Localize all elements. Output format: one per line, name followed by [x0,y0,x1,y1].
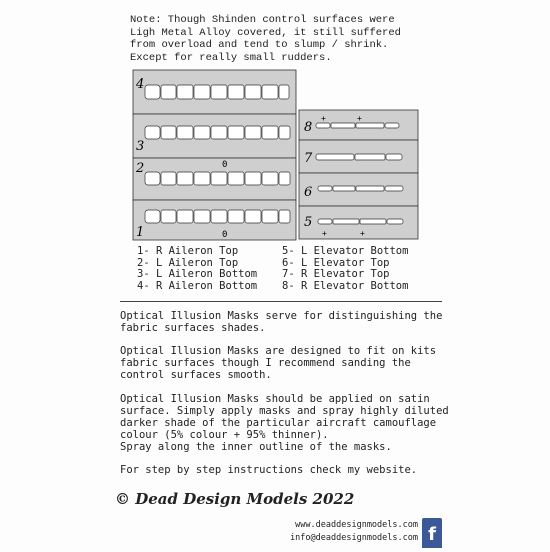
legend-elevators [282,246,408,292]
panel-number: 8 [304,120,313,135]
email-link[interactable]: info@deaddesignmodels.com [290,533,418,543]
legend-item: 7- R Elevator Top [282,268,390,280]
legend-item: 2- L Aileron Top [137,256,239,269]
panel-mark: + [357,114,362,123]
paragraph-application: Optical Illusion Masks should be applied on satin surface. Simply apply masks and spray highly diluted darker shade of the particular aircraft camouflage colour (5% colour + 95% thinner). [120,393,449,441]
website-link[interactable]: www.deaddesignmodels.com [295,520,418,530]
legend-item: 5- L Elevator Bottom [282,245,409,257]
paragraph-spray: Spray along the inner outline of the masks. [120,441,392,453]
copyright-credit: © Dead Design Models 2022 [115,490,355,508]
divider [120,301,442,302]
panel-aileron-3 [133,114,296,158]
panel-number: 3 [136,139,145,154]
legend-item: 3- L Aileron Bottom [137,268,258,280]
legend-item: 8- R Elevator Bottom [282,279,409,292]
panel-number: 4 [136,77,145,92]
paragraph-website: For step by step instructions check my website. [120,464,418,476]
legend-item: 1- R Aileron Top [137,245,239,257]
panel-aileron-1 [133,200,296,240]
panel-aileron-4 [133,70,296,114]
panel-mark: + [321,114,326,123]
facebook-icon[interactable]: f [422,518,442,548]
panel-elevator-8 [299,110,418,140]
note-line: Note: Though Shinden control surfaces were [130,14,395,26]
legend-item: 6- L Elevator Top [282,256,390,269]
panel-number: 7 [304,151,313,166]
panel-mark: 0 [222,230,228,240]
panel-number: 6 [304,185,313,200]
panel-mark: 0 [222,160,228,170]
panel-number: 2 [136,161,145,176]
panel-mark: + [360,229,365,238]
panel-elevator-6 [299,173,418,206]
panel-number: 5 [304,215,313,230]
panel-mark: + [322,229,327,238]
panel-elevator-5 [299,206,418,239]
note-line: from overload and tend to slump / shrink. [130,39,389,51]
paragraph-purpose: Optical Illusion Masks serve for distinguishing the fabric surfaces shades. [120,310,443,334]
legend-ailerons [137,246,257,292]
panel-number: 1 [136,225,145,240]
panel-aileron-2 [133,158,296,200]
panel-elevator-7 [299,140,418,173]
note-line: Ligh Metal Alloy covered, it still suffered [130,26,401,39]
note-line: Except for really small rudders. [130,51,332,64]
legend-item: 4- R Aileron Bottom [137,279,258,292]
paragraph-fit: Optical Illusion Masks are designed to fit on kits fabric surfaces though I recommend sanding the control surfaces smooth. [120,345,437,381]
